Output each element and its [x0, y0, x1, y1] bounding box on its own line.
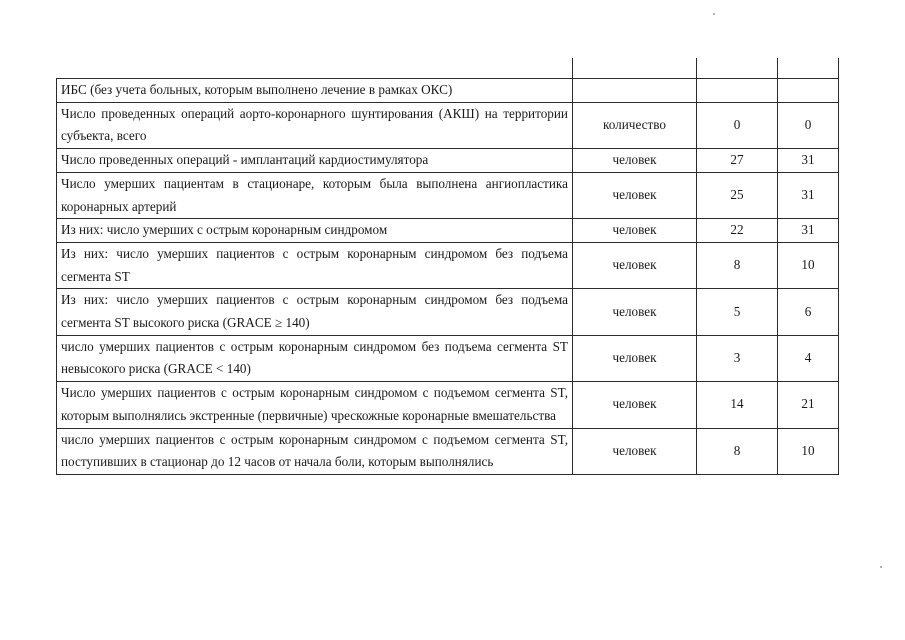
statistics-table	[56, 58, 839, 475]
row-description: Число проведенных операций аорто-коронарного шунтирования (АКШ) на территории субъекта, всего	[57, 102, 573, 148]
row-value-1: 8	[697, 428, 778, 474]
table-row	[57, 428, 839, 474]
row-unit: человек	[573, 428, 697, 474]
table-row	[57, 58, 839, 79]
row-value-2: 6	[778, 289, 839, 335]
table-row	[57, 289, 839, 335]
row-value-2: 31	[778, 172, 839, 218]
row-description: Из них: число умерших пациентов с острым коронарным синдромом без подъема сегмента ST	[57, 242, 573, 288]
row-description: Из них: число умерших с острым коронарным синдромом	[57, 219, 573, 243]
row-value-1: 14	[697, 382, 778, 428]
row-value-2: 4	[778, 335, 839, 381]
row-description: ИБС (без учета больных, которым выполнено лечение в рамках ОКС)	[57, 79, 573, 103]
row-value-2: 10	[778, 428, 839, 474]
table-row	[57, 79, 839, 103]
row-unit: человек	[573, 335, 697, 381]
row-value-1: 0	[697, 102, 778, 148]
row-value-1: 22	[697, 219, 778, 243]
row-description: Число умерших пациентов с острым коронарным синдромом с подъемом сегмента ST, которым выполнялись экстренные (первичные) чрескожные коронарные вмешательства	[57, 382, 573, 428]
row-unit: человек	[573, 219, 697, 243]
row-value-1	[697, 79, 778, 103]
row-unit	[573, 58, 697, 79]
row-description: число умерших пациентов с острым коронарным синдромом с подъемом сегмента ST, поступивших в стационар до 12 часов от начала боли, которым выполнялись	[57, 428, 573, 474]
row-description: Число умерших пациентам в стационаре, которым была выполнена ангиопластика коронарных артерий	[57, 172, 573, 218]
row-value-1: 27	[697, 149, 778, 173]
row-description: число умерших пациентов с острым коронарным синдромом без подъема сегмента ST невысокого риска (GRACE < 140)	[57, 335, 573, 381]
row-value-1: 3	[697, 335, 778, 381]
scan-speck	[713, 13, 715, 15]
table-row	[57, 219, 839, 243]
table-row	[57, 172, 839, 218]
row-description	[57, 58, 573, 79]
row-unit: человек	[573, 289, 697, 335]
row-value-1: 25	[697, 172, 778, 218]
row-value-2: 21	[778, 382, 839, 428]
row-value-1: 5	[697, 289, 778, 335]
table-row	[57, 242, 839, 288]
row-value-2	[778, 79, 839, 103]
table-row	[57, 335, 839, 381]
row-value-2: 31	[778, 219, 839, 243]
table-row	[57, 149, 839, 173]
row-unit: количество	[573, 102, 697, 148]
row-value-1: 8	[697, 242, 778, 288]
row-value-2: 0	[778, 102, 839, 148]
row-description: Из них: число умерших пациентов с острым коронарным синдромом без подъема сегмента ST высокого риска (GRACE ≥ 140)	[57, 289, 573, 335]
table-row	[57, 102, 839, 148]
row-unit: человек	[573, 242, 697, 288]
row-value-2	[778, 58, 839, 79]
row-value-2: 31	[778, 149, 839, 173]
scan-speck	[880, 566, 882, 568]
row-value-1	[697, 58, 778, 79]
row-unit: человек	[573, 382, 697, 428]
table-row	[57, 382, 839, 428]
row-unit	[573, 79, 697, 103]
row-value-2: 10	[778, 242, 839, 288]
row-description: Число проведенных операций - имплантаций кардиостимулятора	[57, 149, 573, 173]
row-unit: человек	[573, 172, 697, 218]
row-unit: человек	[573, 149, 697, 173]
